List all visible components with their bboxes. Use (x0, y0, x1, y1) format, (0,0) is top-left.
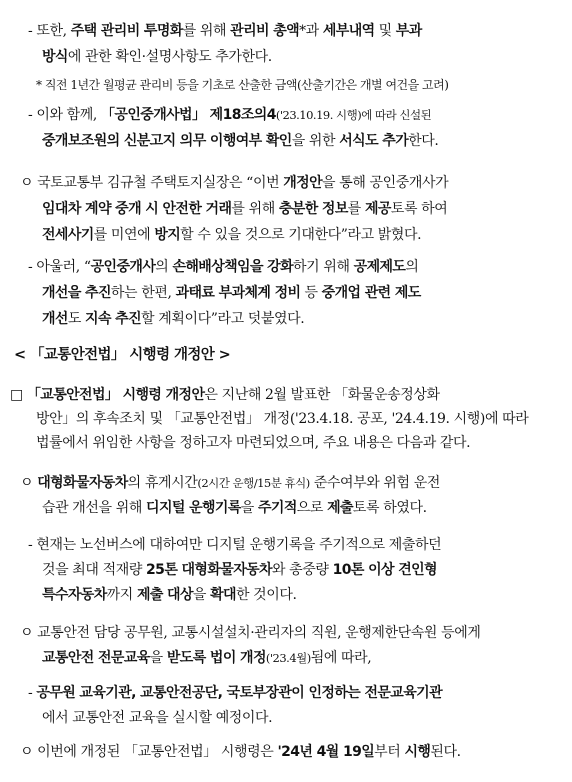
p9-line1: - 공무원 교육기관, 교통안전공단, 국토부장관이 인정하는 전문교육기관 (28, 685, 442, 701)
p8-line1: ㅇ 교통안전 담당 공무원, 교통시설설치·관리자의 직원, 운행제한단속원 등에게 (20, 625, 481, 641)
p1-line1: - 또한, 주택 관리비 투명화를 위해 관리비 총액*과 세부내역 및 부과 (28, 23, 422, 39)
p6-line1: ㅇ 대형화물자동차의 휴게시간(2시간 운행/15분 휴식) 준수여부와 위험 운전 (20, 475, 440, 491)
p2-line2: 중개보조원의 신분고지 의무 이행여부 확인을 위한 서식도 추가한다. (42, 133, 439, 149)
p4-line3: 개선도 지속 추진할 계획이다”라고 덧붙였다. (42, 311, 305, 327)
p1-footnote: * 직전 1년간 월평균 관리비 등을 기초로 산출한 금액(산출기간은 개별 여건을 고려) (36, 78, 449, 92)
p7-line1: - 현재는 노선버스에 대하여만 디지털 운행기록을 주기적으로 제출하던 (28, 537, 442, 553)
p9-line2: 에서 교통안전 교육을 실시할 예정이다. (42, 710, 273, 726)
p7-line3: 특수자동차까지 제출 대상을 확대한 것이다. (42, 587, 297, 603)
p3-line3: 전세사기를 미연에 방지할 수 있을 것으로 기대한다”라고 밝혔다. (42, 227, 422, 243)
section-title: < 「교통안전법」 시행령 개정안 > (14, 347, 231, 363)
p10-line1: ㅇ 이번에 개정된 「교통안전법」 시행령은 '24년 4월 19일부터 시행된다. (20, 744, 461, 760)
p5-line3: 법률에서 위임한 사항을 정하고자 마련되었으며, 주요 내용은 다음과 같다. (36, 435, 471, 451)
p5-line2: 방안」의 후속조치 및 「교통안전법」 개정('23.4.18. 공포, '24.4.19. 시행)에 따라 (36, 411, 529, 427)
p3-line1: ㅇ 국토교통부 김규철 주택토지실장은 “이번 개정안을 통해 공인중개사가 (20, 175, 449, 191)
p3-line2: 임대차 계약 중개 시 안전한 거래를 위해 충분한 정보를 제공토록 하여 (42, 201, 448, 217)
p7-line2: 것을 최대 적재량 25톤 대형화물자동차와 총중량 10톤 이상 견인형 (42, 562, 437, 578)
p8-line2: 교통안전 전문교육을 받도록 법이 개정('23.4월)됨에 따라, (42, 650, 372, 666)
p6-line2: 습관 개선을 위해 디지털 운행기록을 주기적으로 제출토록 하였다. (42, 500, 427, 516)
p4-line1: - 아울러, “공인중개사의 손해배상책임을 강화하기 위해 공제제도의 (28, 259, 419, 275)
p4-line2: 개선을 추진하는 한편, 과태료 부과체계 정비 등 중개업 관련 제도 (42, 285, 421, 301)
p2-line1: - 이와 함께, 「공인중개사법」 제18조의4('23.10.19. 시행)에 따라 신설된 (28, 107, 432, 123)
p1-line2: 방식에 관한 확인·설명사항도 추가한다. (42, 49, 272, 65)
p5-line1: □ 「교통안전법」 시행령 개정안은 지난해 2월 발표한 「화물운송정상화 (10, 387, 440, 403)
